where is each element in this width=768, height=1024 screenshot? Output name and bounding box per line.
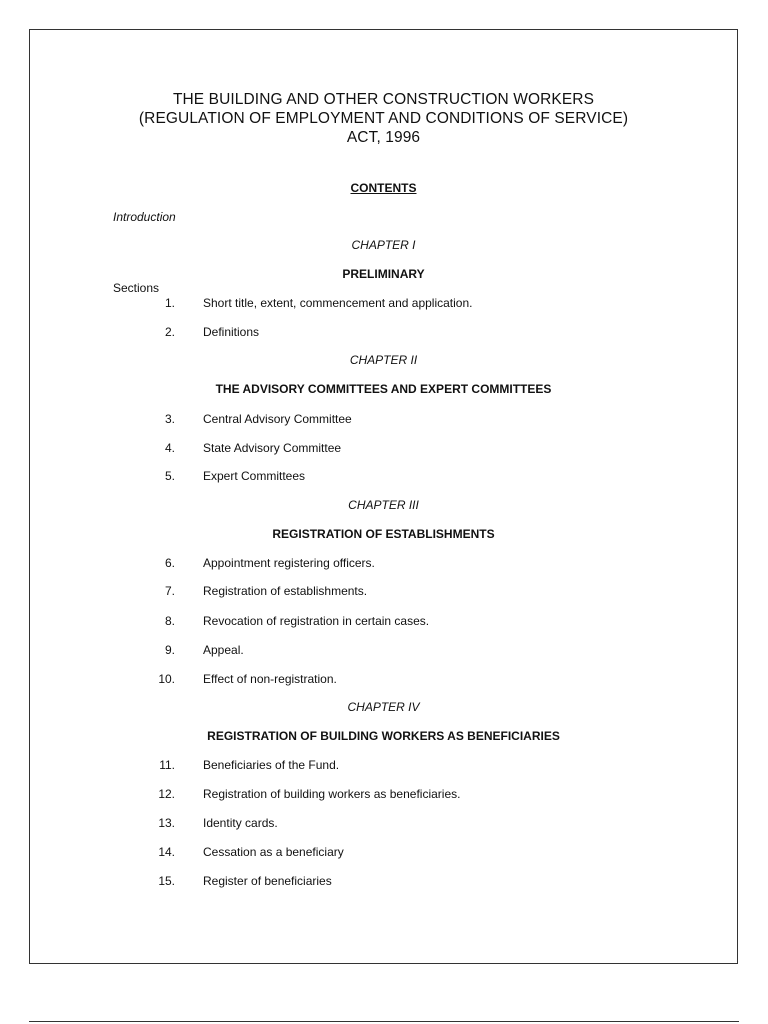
sections-label: Sections xyxy=(113,281,160,295)
section-title: Central Advisory Committee xyxy=(203,412,352,426)
section-number: 7. xyxy=(164,584,175,598)
section-title: Registration of establishments. xyxy=(203,584,368,598)
section-number: 14. xyxy=(158,845,175,859)
section-title: Beneficiaries of the Fund. xyxy=(203,758,340,772)
section-number: 13. xyxy=(158,816,175,830)
section-number: 6. xyxy=(164,556,175,570)
section-number: 15. xyxy=(158,874,175,888)
chapter-1-label: CHAPTER I xyxy=(351,238,416,252)
section-number: 1. xyxy=(164,296,175,310)
section-title: Register of beneficiaries xyxy=(203,874,332,888)
act-title-line-1: THE BUILDING AND OTHER CONSTRUCTION WORKERS xyxy=(172,91,595,108)
section-title: Expert Committees xyxy=(203,469,306,483)
chapter-3-title: REGISTRATION OF ESTABLISHMENTS xyxy=(272,527,495,541)
chapter-4-label: CHAPTER IV xyxy=(347,700,420,714)
section-number: 8. xyxy=(164,614,175,628)
section-number: 11. xyxy=(159,758,175,772)
section-number: 10. xyxy=(158,672,175,686)
act-title-line-3: ACT, 1996 xyxy=(346,129,421,146)
section-title: Short title, extent, commencement and application. xyxy=(203,296,473,310)
section-number: 12. xyxy=(158,787,175,801)
footer-divider xyxy=(29,1021,739,1022)
section-number: 5. xyxy=(164,469,175,483)
section-number: 2. xyxy=(164,325,175,339)
section-title: Appeal. xyxy=(203,643,244,657)
section-number: 9. xyxy=(164,643,175,657)
section-title: Appointment registering officers. xyxy=(203,556,375,570)
section-title: Identity cards. xyxy=(203,816,278,830)
act-title-line-2: (REGULATION OF EMPLOYMENT AND CONDITIONS OF SERVICE) xyxy=(138,110,629,127)
section-title: Definitions xyxy=(203,325,260,339)
contents-heading: CONTENTS xyxy=(350,181,417,195)
chapter-2-title: THE ADVISORY COMMITTEES AND EXPERT COMMITTEES xyxy=(215,382,552,396)
section-title: Cessation as a beneficiary xyxy=(203,845,344,859)
section-title: State Advisory Committee xyxy=(203,441,342,455)
chapter-2-label: CHAPTER II xyxy=(349,353,418,367)
section-number: 4. xyxy=(164,441,175,455)
section-title: Revocation of registration in certain cases. xyxy=(203,614,430,628)
introduction-label: Introduction xyxy=(113,210,176,224)
section-title: Registration of building workers as beneficiaries. xyxy=(203,787,461,801)
chapter-3-label: CHAPTER III xyxy=(348,498,419,512)
section-number: 3. xyxy=(164,412,175,426)
chapter-1-title: PRELIMINARY xyxy=(342,267,425,281)
chapter-4-title: REGISTRATION OF BUILDING WORKERS AS BENEFICIARIES xyxy=(207,729,560,743)
section-title: Effect of non-registration. xyxy=(203,672,337,686)
